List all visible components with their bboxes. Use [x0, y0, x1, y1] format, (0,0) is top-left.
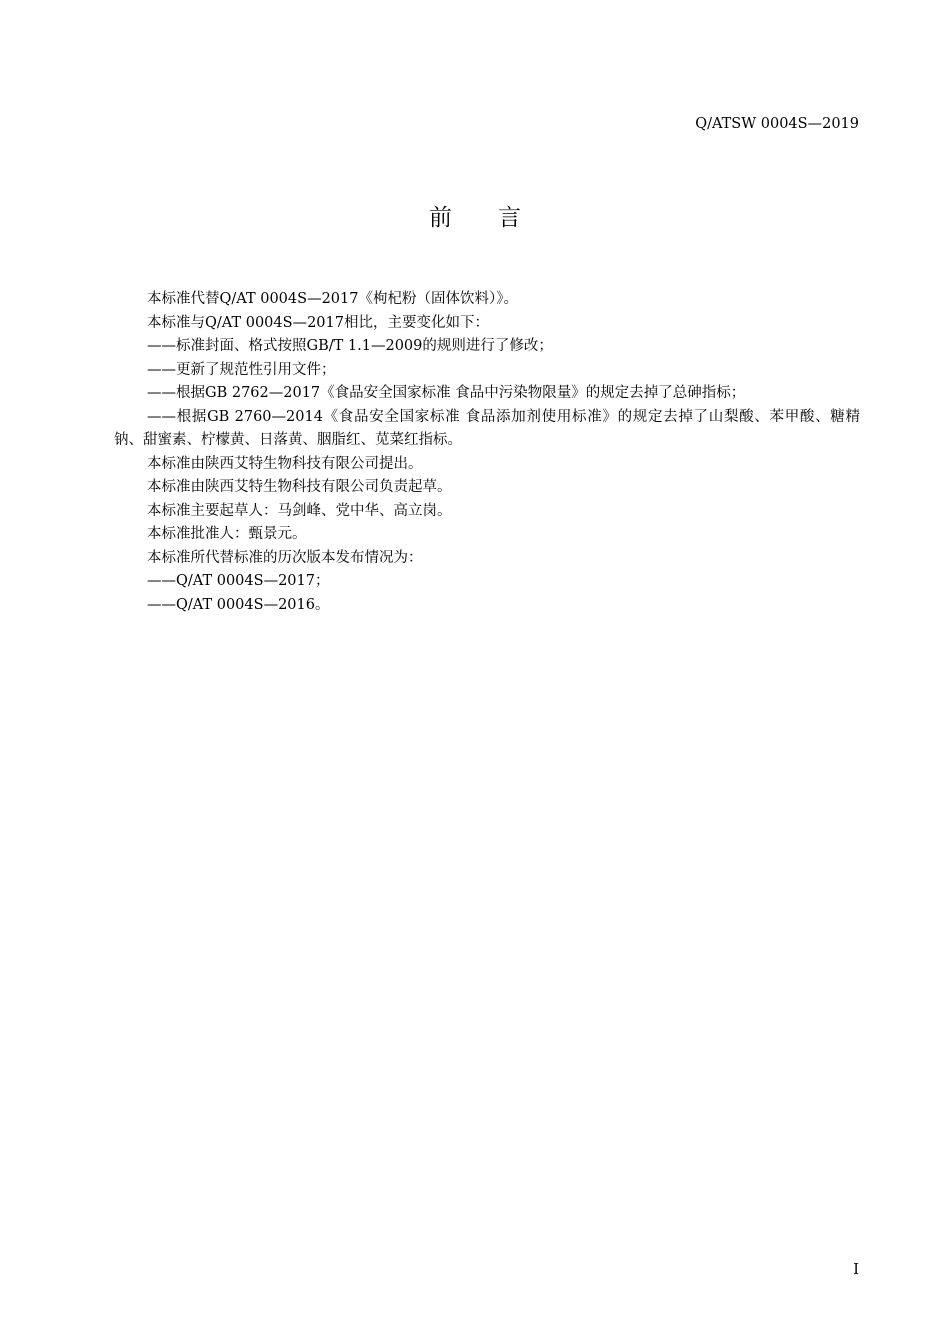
page-title-part2: 言	[498, 205, 521, 231]
paragraph-drafter: 本标准由陕西艾特生物科技有限公司负责起草。	[147, 479, 452, 495]
document-code: Q/ATSW 0004S—2019	[695, 116, 859, 132]
foreword-body	[114, 288, 860, 617]
paragraph-replaces: 本标准代替Q/AT 0004S—2017《枸杞粉（固体饮料）》。	[147, 291, 518, 307]
paragraph-change-references: ——更新了规范性引用文件；	[147, 361, 336, 378]
paragraph-history-2017: ——Q/AT 0004S—2017；	[147, 573, 330, 589]
page-number: I	[853, 1262, 859, 1278]
paragraph-change-additives: ——根据GB 2760—2014《食品安全国家标准 食品添加剂使用标准》的规定去掉了山梨酸、苯甲酸、糖精钠、甜蜜素、柠檬黄、日落黄、胭脂红、苋菜红指标。	[114, 408, 860, 448]
paragraph-proposer: 本标准由陕西艾特生物科技有限公司提出。	[147, 455, 423, 472]
paragraph-change-arsenic: ——根据GB 2762—2017《食品安全国家标准 食品中污染物限量》的规定去掉了总砷指标；	[147, 385, 746, 401]
paragraph-change-format: ——标准封面、格式按照GB/T 1.1—2009的规则进行了修改；	[147, 338, 553, 354]
paragraph-history-2016: ——Q/AT 0004S—2016。	[147, 596, 330, 613]
paragraph-history-intro: 本标准所代替标准的历次版本发布情况为：	[147, 549, 423, 566]
paragraph-main-drafters: 本标准主要起草人：马剑峰、党中华、高立岗。	[147, 502, 452, 519]
paragraph-changes-intro: 本标准与Q/AT 0004S—2017相比，主要变化如下：	[147, 314, 489, 331]
page-title-part1: 前	[429, 205, 452, 231]
page-title	[0, 202, 950, 234]
paragraph-approver: 本标准批准人：甄景元。	[147, 526, 307, 542]
